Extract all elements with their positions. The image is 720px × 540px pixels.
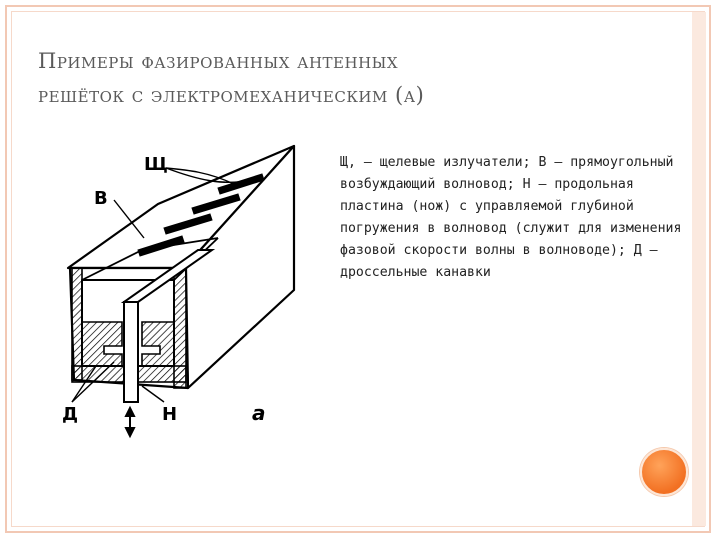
label-waveguide: В [94,188,108,209]
title-line-1: Примеры фазированных антенных [38,49,399,73]
front-wall-hatch-left [72,268,82,380]
title-line-2: решёток с электромеханическим (а) [38,83,425,107]
decorative-orange-circle [640,448,688,496]
label-variant: а [252,401,266,425]
label-slots: Щ [144,154,168,175]
label-knife: Н [162,404,178,425]
slide-edge-band [692,12,706,526]
slide-title [38,44,678,112]
choke-block-right [142,322,174,366]
waveguide-antenna-figure [38,140,338,440]
knife-plate [124,302,138,402]
choke-block-left [82,322,122,366]
label-chokes: Д [62,404,79,425]
figure-description: Щ, — щелевые излучатели; В — прямоугольный возбуждающий волновод; Н — продольная пластина (нож) с управляемой глубиной погружения в волновод (служит для изменения фазовой скорости волны в волноводе); Д — дроссельные канавки [340,155,682,280]
